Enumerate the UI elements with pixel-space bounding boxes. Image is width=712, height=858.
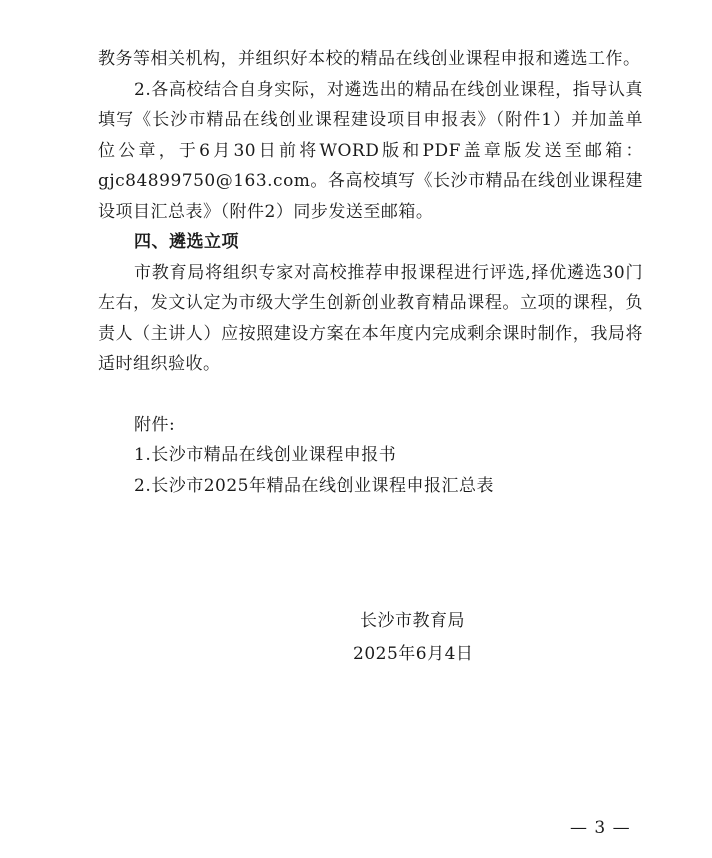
- attachment-item: 1.长沙市精品在线创业课程申报书: [134, 445, 397, 465]
- section-heading: 四、遴选立项: [134, 232, 239, 252]
- paragraph-continuation: 教务等相关机构，并组织好本校的精品在线创业课程申报和遴选工作。: [98, 49, 641, 69]
- attachments-title: 附件:: [134, 414, 176, 435]
- signature-date: 2025年6月4日: [353, 644, 474, 664]
- document-body: [98, 44, 643, 501]
- signature-organization: 长沙市教育局: [360, 611, 465, 631]
- section-paragraph: 市教育局将组织专家对高校推荐申报课程进行评选,择优遴选30门左右，发文认定为市级大学生创新创业教育精品课程。立项的课程，负责人（主讲人）应按照建设方案在本年度内完成剩余课时制作，我局将适时组织验收。: [98, 262, 643, 374]
- page-number: — 3 —: [570, 818, 631, 838]
- paragraph-item-2: 2.各高校结合自身实际，对遴选出的精品在线创业课程，指导认真填写《长沙市精品在线创业课程建设项目申报表》（附件1）并加盖单位公章，于6月30日前将WORD版和PDF盖章版发送至邮箱：gjc84899750@163.com。各高校填写《长沙市精品在线创业课程建设项目汇总表》（附件2）同步发送至邮箱。: [98, 79, 643, 222]
- blank-line: [98, 380, 643, 410]
- attachment-item: 2.长沙市2025年精品在线创业课程申报汇总表: [134, 475, 494, 496]
